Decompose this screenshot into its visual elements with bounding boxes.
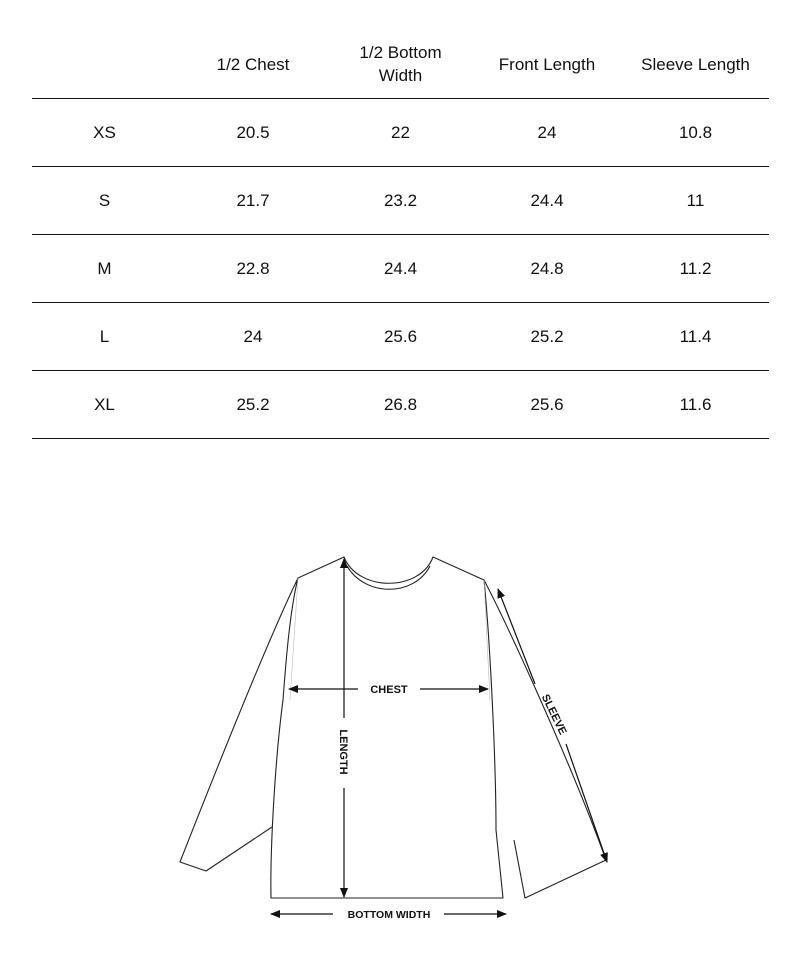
right-sleeve-outline [484,580,606,898]
header-half-bottom-width-label: 1/2 Bottom Width [359,43,442,85]
size-cell: L [32,303,177,371]
chest-label: CHEST [370,684,408,696]
front-length-cell: 25.6 [472,371,622,439]
sleeve-length-cell: 11 [622,167,769,235]
length-label: LENGTH [337,729,349,775]
front-length-cell: 24.4 [472,167,622,235]
front-length-cell: 24 [472,99,622,167]
bottom-width-cell: 22 [329,99,472,167]
sleeve-length-cell: 11.6 [622,371,769,439]
sleeve-label: SLEEVE [538,692,569,737]
header-sleeve-length: Sleeve Length [622,30,769,99]
sweatshirt-outline [180,557,606,898]
bottom-width-cell: 24.4 [329,235,472,303]
chest-cell: 25.2 [177,371,329,439]
sleeve-arrow-top [498,589,535,684]
sleeve-length-cell: 11.2 [622,235,769,303]
chest-cell: 20.5 [177,99,329,167]
bottom-width-cell: 25.6 [329,303,472,371]
size-cell: S [32,167,177,235]
size-cell: XS [32,99,177,167]
size-cell: M [32,235,177,303]
sleeve-length-cell: 10.8 [622,99,769,167]
sleeve-length-cell: 11.4 [622,303,769,371]
chest-cell: 24 [177,303,329,371]
bottom-width-measurement [271,909,506,921]
front-length-cell: 24.8 [472,235,622,303]
header-half-chest: 1/2 Chest [177,30,329,99]
length-measurement [337,559,349,897]
sleeve-measurement [498,589,607,862]
bottom-width-cell: 26.8 [329,371,472,439]
header-front-length: Front Length [472,30,622,99]
chest-cell: 22.8 [177,235,329,303]
garment-body-outline [271,557,503,898]
chest-measurement [289,684,488,696]
bottom-width-label: BOTTOM WIDTH [347,909,431,921]
bottom-width-cell: 23.2 [329,167,472,235]
chest-cell: 21.7 [177,167,329,235]
front-length-cell: 25.2 [472,303,622,371]
neckline-rib [347,566,430,589]
size-cell: XL [32,371,177,439]
sleeve-arrow-bottom [566,744,607,862]
